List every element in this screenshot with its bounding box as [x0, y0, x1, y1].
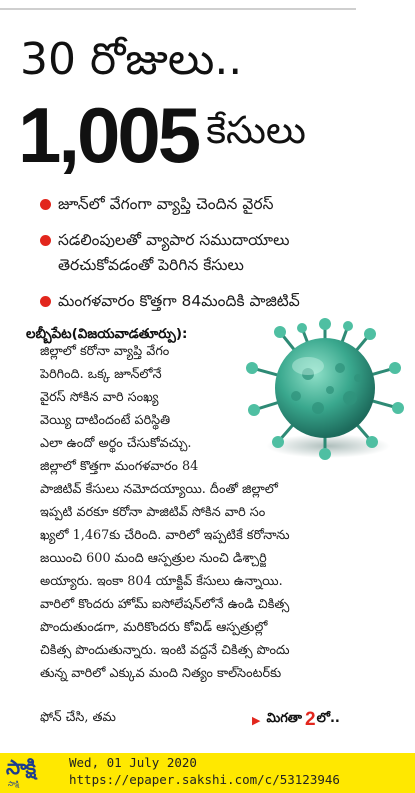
highlight-text: మంగళవారం కొత్తగా 84మందికి పాజిటివ్	[58, 292, 300, 310]
body-line: ఇప్పటి వరకూ కరోనా పాజిటివ్ సోకిన వారి సం	[40, 505, 266, 520]
body-line: ఫోన్ చేసి, తమ	[40, 710, 116, 725]
coronavirus-illustration	[230, 316, 415, 466]
body-line: చికిత్స పొందుతున్నారు. ఇంటి వద్దనే చికిత్స పొందు	[40, 643, 290, 658]
body-line: జిల్లాలో కొత్తగా మంగళవారం 84	[40, 459, 199, 474]
highlight-text: తెరచుకోవడంతో పెరిగిన కేసులు	[58, 256, 244, 274]
top-divider	[0, 8, 356, 10]
body-line: పొందుతుండగా, మరికొందరు కోవిడ్ ఆస్పత్రుల్లో	[40, 620, 268, 635]
body-line: ఖ్యలో 1,467కు చేరింది. వారిలో ఇప్పటికే కరోనాను	[40, 528, 290, 543]
highlight-item	[40, 192, 410, 217]
sakshi-logo: సాక్షి	[6, 755, 36, 779]
body-line: ఎలా ఉందో అర్థం చేసుకోవచ్చు.	[40, 436, 192, 451]
red-triangle-arrow-icon: ▶	[252, 713, 261, 727]
continue-label: మిగతా	[266, 711, 303, 726]
headline-cases-word: కేసులు	[206, 108, 306, 152]
footer-bar	[0, 753, 415, 793]
highlights-list	[40, 192, 410, 325]
sakshi-logo-subtext: సాక్షి	[8, 780, 19, 788]
highlight-item	[40, 228, 410, 253]
headline-days: 30 రోజులు..	[20, 34, 243, 85]
body-line: పెరిగింది. ఒక్క జూన్‌లోనే	[40, 367, 162, 382]
continued-on-page[interactable]	[252, 709, 340, 731]
body-line: పాజిటివ్ కేసులు నమోదయ్యాయి. దీంతో జిల్లాలో	[40, 482, 278, 497]
red-dot-icon	[40, 235, 51, 246]
publication-date: Wed, 01 July 2020	[69, 755, 197, 770]
highlight-item-continuation	[40, 253, 410, 278]
body-line: జయించి 600 మంది ఆస్పత్రుల నుంచి డిశ్చార్జి	[40, 551, 267, 566]
highlight-text: జూన్‌లో వేగంగా వ్యాప్తి చెందిన వైరస్	[58, 195, 274, 213]
highlight-item	[40, 289, 410, 314]
body-line: అయ్యారు. ఇంకా 804 యాక్టివ్ కేసులు ఉన్నాయి.	[40, 574, 283, 589]
epaper-url[interactable]: https://epaper.sakshi.com/c/53123946	[69, 772, 340, 787]
highlight-text: సడలింపులతో వ్యాపార సముదాయాలు	[58, 231, 290, 249]
red-dot-icon	[40, 199, 51, 210]
headline-cases	[18, 90, 306, 180]
body-line: వారిలో కొందరు హోమ్ ఐసోలేషన్‌లోనే ఉండి చికిత్స	[40, 597, 290, 612]
body-line: వైరస్ సోకిన వారి సంఖ్య	[40, 390, 159, 405]
body-line: జిల్లాలో కరోనా వ్యాప్తి వేగం	[40, 344, 170, 359]
continue-suffix: లో..	[316, 711, 340, 726]
continue-page-number: 2	[305, 709, 316, 730]
dateline: లబ్బీపేట(విజయవాడతూర్పు):	[26, 326, 188, 342]
body-line: తున్న వారిలో ఎక్కువ మంది నిత్యం కాల్‌సెంటర్‌కు	[40, 666, 282, 681]
body-line: వెయ్యి దాటిందంటే పరిస్థితి	[40, 413, 171, 428]
red-dot-icon	[40, 296, 51, 307]
headline-case-count: 1,005	[18, 90, 199, 179]
